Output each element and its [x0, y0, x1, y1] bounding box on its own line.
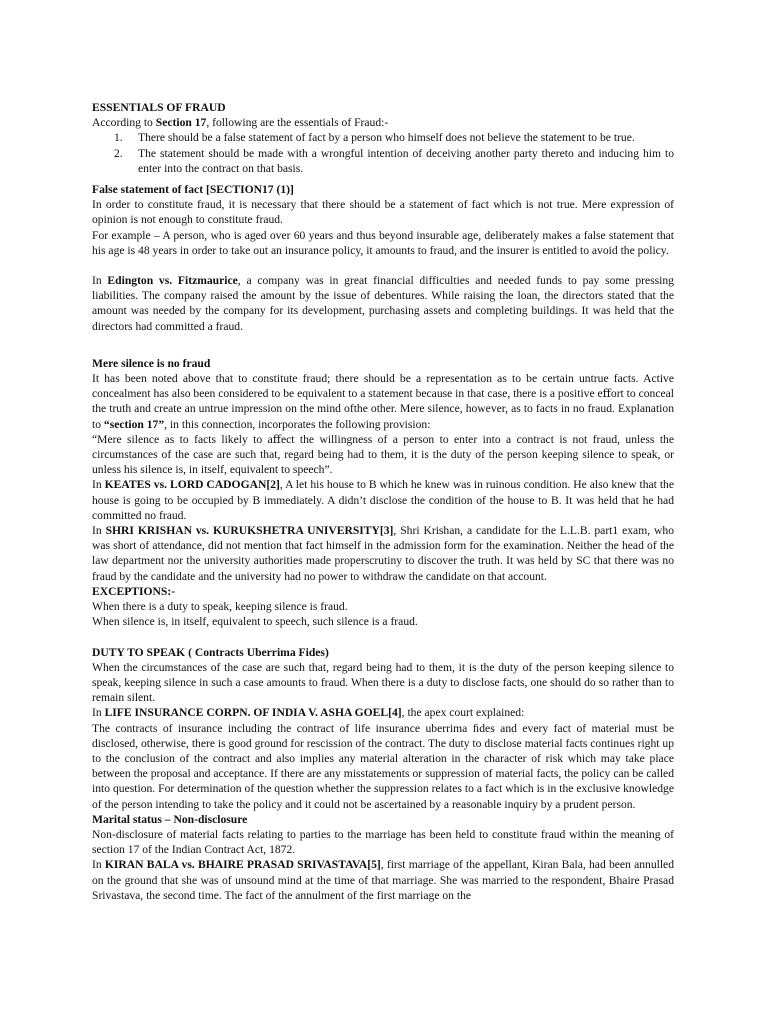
case-text: In	[92, 478, 105, 492]
case-paragraph	[92, 523, 674, 584]
intro-paragraph	[92, 115, 674, 130]
case-paragraph	[92, 705, 674, 720]
case-paragraph	[92, 477, 674, 523]
paragraph	[92, 371, 674, 432]
section-ref: “section 17”	[103, 417, 165, 431]
paragraph: When the circumstances of the case are such that, regard being had to them, it is the duty of the person keeping silence to speak, keeping silence in such a case amounts to fraud. When there is a duty to disclose facts, one should do so rather than to remain silent.	[92, 660, 674, 705]
list-text: There should be a false statement of fact by a person who himself does not believe the statement to be true.	[138, 131, 635, 145]
document-title: ESSENTIALS OF FRAUD	[92, 101, 226, 114]
case-text: , A let his house to B which he knew was in ruinous condition. He also knew that the house is going to be occupied by B immediately. A didn’t disclose the condition of the house to B. It was held that he had committed no fraud.	[92, 478, 674, 522]
intro-text: According to	[92, 116, 156, 130]
essentials-list	[92, 130, 674, 176]
paragraph: For example – A person, who is aged over 60 years and thus beyond insurable age, deliberately makes a false statement that his age is 48 years in order to take out an insurance policy, it amounts to fraud, and the insurer is entitled to avoid the policy.	[92, 228, 674, 257]
paragraph-text: It has been noted above that to constitute fraud; there should be a representation as to be certain untrue facts. Active concealment has also been considered to be equivalent to a statement because in that case, there is a positive eﬀort to conceal the truth and create an untrue impression on the mind ofthe other. Mere silence, however, as to facts in no fraud. Explanation to	[92, 372, 674, 431]
section-ref: Section 17	[155, 116, 207, 130]
case-text: In	[92, 706, 105, 720]
list-text: The statement should be made with a wrongful intention of deceiving another party thereto and inducing him to enter into the contract on that basis.	[138, 146, 674, 175]
exception-item: When there is a duty to speak, keeping silence is fraud.	[92, 600, 348, 614]
case-paragraph	[92, 273, 674, 334]
list-number: 2.	[114, 146, 123, 160]
section-heading-marital: Marital status – Non-disclosure	[92, 812, 248, 826]
list-item	[92, 130, 674, 145]
paragraph: Non-disclosure of material facts relating to parties to the marriage has been held to constitute fraud within the meaning of section 17 of the Indian Contract Act, 1872.	[92, 827, 674, 857]
case-name: KEATES vs. LORD CADOGAN[2]	[104, 478, 280, 492]
document-page	[92, 100, 674, 903]
case-text: In	[92, 858, 105, 872]
paragraph: In order to constitute fraud, it is necessary that there should be a statement of fact which is not true. Mere expression of opinion is not enough to constitute fraud.	[92, 198, 674, 227]
case-text: , first marriage of the appellant, Kiran Bala, had been annulled on the ground that she was of unsound mind at the time of that marriage. She was married to the respondent, Bhaire Prasad Srivastava, the second time. The fact of the annulment of the first marriage on the	[92, 858, 675, 902]
case-text: , the apex court explained:	[401, 706, 525, 720]
case-name: SHRI KRISHAN vs. KURUKSHETRA UNIVERSITY[3]	[105, 524, 394, 538]
exception-item: When silence is, in itself, equivalent to speech, such silence is a fraud.	[92, 615, 418, 629]
list-number: 1.	[114, 131, 123, 145]
quote-paragraph: “Mere silence as to facts likely to aﬀect the willingness of a person to enter into a contract is not fraud, unless the circumstances of the case are such that, regard being had to them, it is the duty of the person keeping silence to speak, or unless his silence is, in itself, equivalent to speech”.	[92, 432, 674, 477]
paragraph-text: , in this connection, incorporates the following provision:	[164, 417, 431, 431]
case-text: , a company was in great financial difficulties and needed funds to pay some pressing liabilities. The company raised the amount by the issue of debentures. While raising the loan, the directors stated that the amount was needed by the company for its development, purchasing assets and completing buildings. It was held that the directors had committed a fraud.	[92, 274, 674, 333]
section-heading-false-statement: False statement of fact [SECTION17 (1)]	[92, 183, 294, 197]
case-name: KIRAN BALA vs. BHAIRE PRASAD SRIVASTAVA[5]	[104, 858, 381, 872]
case-text: , Shri Krishan, a candidate for the L.L.B. part1 exam, who was short of attendance, did not mention that fact himself in the admission form for the examination. Neither the head of the law department nor the university authorities made properscrutiny to discover the truth. It was held by SC that there was no fraud by the candidate and the university had no power to withdraw the candidate on that account.	[92, 524, 675, 583]
case-name: LIFE INSURANCE CORPN. OF INDIA V. ASHA GOEL[4]	[104, 706, 402, 720]
intro-text-end: , following are the essentials of Fraud:-	[206, 116, 389, 130]
list-item	[92, 146, 674, 176]
case-paragraph	[92, 857, 674, 903]
case-text: In	[92, 274, 108, 288]
case-text: In	[92, 524, 106, 538]
section-heading-duty: DUTY TO SPEAK ( Contracts Uberrima Fides)	[92, 645, 329, 659]
paragraph: The contracts of insurance including the contract of life insurance uberrima ﬁdes and every fact of material must be disclosed, otherwise, there is good ground for rescission of the contract. The duty to disclose material facts continues right up to the conclusion of the contract and also implies any material alteration in the character of risk which may take place between the proposal and acceptance. If there are any misstatements or suppression of material facts, the policy can be called into question. For determination of the question whether the suppression relates to a fact which is in the exclusive knowledge of the person intending to take the policy and it could not be ascertained by a reasonable inquiry by a prudent person.	[92, 721, 674, 811]
section-heading-silence: Mere silence is no fraud	[92, 356, 211, 370]
exceptions-heading: EXCEPTIONS:-	[92, 584, 176, 598]
case-name: Edington vs. Fitzmaurice	[107, 274, 238, 288]
